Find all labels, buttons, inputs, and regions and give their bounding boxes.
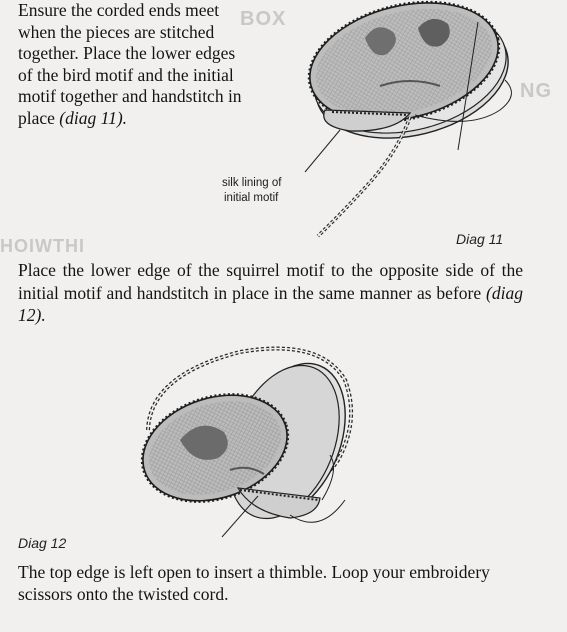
diag-11-caption: Diag 11 bbox=[456, 231, 504, 247]
silk-label-line-1: silk lining of bbox=[222, 177, 282, 189]
step2-text: Place the lower edge of the squirrel motif to the opposite side of the initial motif and handstitch in place in the same manner as before bbox=[18, 260, 523, 303]
step3-text: The top edge is left open to insert a thimble. Loop your embroidery scissors onto the twisted cord. bbox=[18, 562, 490, 604]
step1-diagram-ref: (diag 11). bbox=[59, 107, 128, 128]
diag-12-caption: Diag 12 bbox=[18, 535, 67, 551]
bleed-through-text: BOX bbox=[240, 8, 287, 30]
instruction-step-1 bbox=[18, 0, 248, 129]
silk-lining-label bbox=[222, 176, 342, 206]
diagram-12 bbox=[128, 347, 366, 537]
silk-label-line-2: initial motif bbox=[224, 192, 279, 204]
instruction-step-3 bbox=[18, 561, 523, 605]
step2-diagram-ref: (diag 12). bbox=[18, 282, 523, 325]
instruction-step-2 bbox=[18, 259, 523, 327]
bleed-through-text: NG bbox=[520, 80, 552, 102]
step1-text: Ensure the corded ends meet when the pieces are stitched together. Place the lower edges of the bird motif and the initial motif together and handstitch in place bbox=[18, 0, 242, 128]
bleed-through-text: HOIWTHI bbox=[0, 236, 85, 256]
